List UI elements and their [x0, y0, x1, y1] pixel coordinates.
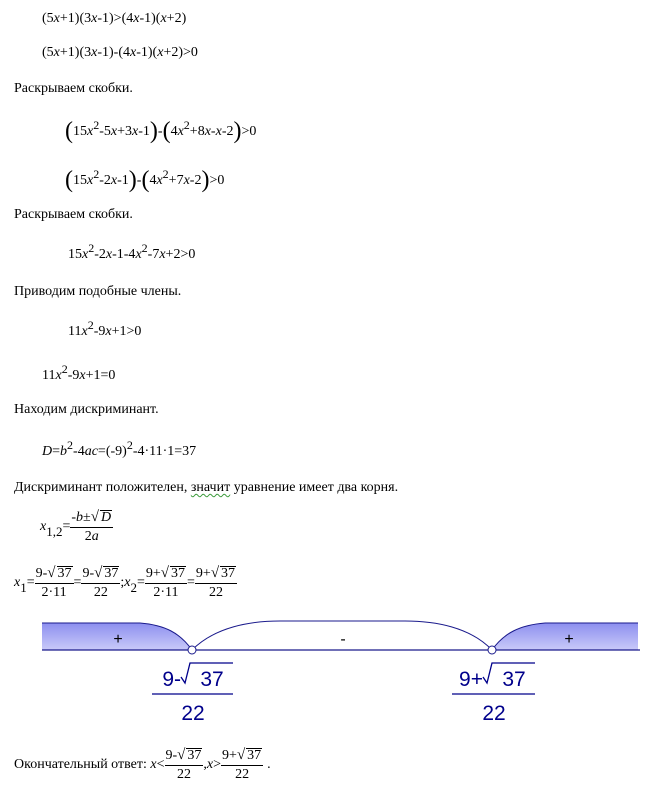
numerator: [165, 748, 204, 766]
step-open-brackets-2: Раскрываем скобки.: [14, 207, 133, 222]
var-x: x: [105, 247, 113, 262]
denominator: 2·11: [41, 585, 67, 600]
term: =: [73, 575, 82, 591]
term: -: [210, 124, 216, 139]
term: -1)(: [136, 45, 158, 60]
var-x: x: [177, 124, 184, 139]
reduced-equation: [42, 362, 116, 383]
term: =: [136, 575, 145, 591]
term: 9+: [195, 566, 211, 581]
paren-left: (: [65, 118, 73, 144]
expansion-2: [65, 168, 224, 192]
exponent: 2: [93, 167, 100, 181]
term: 9+: [222, 748, 237, 763]
term: =: [52, 444, 61, 459]
var-x: x: [87, 124, 94, 139]
denominator: [70, 528, 113, 544]
term: -9: [67, 368, 80, 383]
denominator: 22: [93, 585, 108, 600]
roots-values: [14, 566, 237, 600]
term: 11: [42, 368, 56, 383]
term: +8: [189, 124, 205, 139]
var-x: x: [40, 519, 47, 535]
numerator: [221, 748, 263, 766]
var-x: x: [110, 124, 118, 139]
step-open-brackets: Раскрываем скобки.: [14, 81, 133, 96]
var-x: x: [55, 368, 62, 383]
var-d: D: [42, 444, 53, 459]
var-x: x: [135, 247, 142, 262]
term: +2>0: [165, 247, 196, 262]
term: 4: [149, 173, 157, 188]
numerator: [35, 566, 74, 584]
term: -1-4: [112, 247, 136, 262]
sqrt-icon: √: [47, 565, 56, 581]
radicand: D: [100, 510, 112, 525]
subscript: 2: [130, 580, 137, 596]
term: -5: [99, 124, 111, 139]
term: -1)>(4: [97, 11, 134, 26]
fraction: [35, 566, 74, 600]
step-two-roots: [14, 481, 398, 495]
exponent: 2: [61, 362, 68, 376]
term: <: [156, 757, 165, 773]
inequality-original: [42, 12, 186, 26]
expansion-3: [68, 241, 196, 262]
var-x: x: [14, 575, 21, 591]
var-a: a: [91, 529, 99, 544]
term: =: [187, 575, 195, 591]
exponent: 2: [88, 241, 95, 255]
term: 9-: [35, 566, 48, 581]
var-x: x: [81, 324, 88, 339]
roots-formula: [40, 510, 113, 544]
var-x: x: [91, 11, 98, 26]
var-ac: ac: [84, 444, 98, 459]
term: -2: [189, 173, 202, 188]
term: (5: [42, 11, 54, 26]
term: +1>0: [111, 324, 142, 339]
fraction: [221, 748, 263, 782]
term: -1: [117, 173, 129, 188]
subscript: 1,2: [46, 524, 63, 540]
numerator: [195, 566, 237, 584]
term: =: [62, 519, 71, 535]
term: ±: [83, 510, 91, 525]
var-x: x: [215, 124, 222, 139]
fraction: [81, 566, 120, 600]
var-x: x: [82, 247, 89, 262]
denominator: 2·11: [153, 585, 179, 600]
numerator: [81, 566, 120, 584]
term: -1)(: [139, 11, 161, 26]
var-x: x: [87, 173, 94, 188]
sign-right: +: [564, 631, 574, 648]
term: 15: [73, 124, 87, 139]
root1-denominator: 22: [181, 702, 205, 725]
sqrt-icon: √: [236, 747, 246, 763]
term: -: [136, 173, 142, 188]
sqrt-icon: √: [94, 565, 103, 581]
radicand: 37: [221, 566, 236, 581]
subscript: 1: [20, 580, 27, 596]
root1-label: [152, 663, 233, 725]
root2-denominator: 22: [482, 702, 506, 725]
root1-point: [188, 646, 196, 654]
var-x: x: [124, 575, 131, 591]
term: -9: [93, 324, 106, 339]
sqrt-icon: √: [160, 565, 169, 581]
term: -: [71, 510, 77, 525]
numerator: [145, 566, 187, 584]
var-b: b: [60, 444, 68, 459]
term: 15: [73, 173, 87, 188]
term: +1)(3: [59, 11, 92, 26]
term: >: [213, 757, 222, 773]
var-x: x: [156, 173, 163, 188]
term: +3: [117, 124, 133, 139]
var-x: x: [110, 173, 118, 188]
fraction: [70, 510, 113, 544]
root1-radicand: 37: [200, 668, 224, 691]
var-x: x: [130, 45, 137, 60]
step-similar-terms: Приводим подобные члены.: [14, 284, 182, 299]
var-x: x: [79, 368, 86, 383]
var-x: x: [91, 45, 98, 60]
var-x: x: [159, 247, 166, 262]
denominator: 22: [176, 767, 191, 782]
var-x: x: [105, 324, 112, 339]
var-x: x: [157, 45, 164, 60]
radicand: 37: [171, 566, 185, 581]
fraction: [145, 566, 187, 600]
term: ,: [203, 757, 207, 773]
radicand: 37: [57, 566, 72, 581]
var-x: x: [183, 173, 190, 188]
term: >0: [241, 124, 257, 139]
term: -1: [138, 124, 150, 139]
root2-numerator: 9+: [459, 668, 483, 691]
paren-left: (: [65, 167, 73, 193]
term: +7: [168, 173, 184, 188]
term: -2: [94, 247, 106, 262]
term: +1)(3: [59, 45, 92, 60]
paren-left: (: [162, 118, 171, 144]
final-answer: [14, 748, 271, 782]
exponent: 2: [87, 318, 94, 332]
sign-middle: -: [340, 631, 346, 648]
term: -7: [147, 247, 160, 262]
radicand: 37: [247, 748, 262, 763]
exponent: 2: [183, 118, 190, 132]
term: 9-: [165, 748, 178, 763]
sqrt-icon: √: [210, 565, 220, 581]
term: 4: [170, 124, 178, 139]
denominator: 22: [235, 767, 250, 782]
sqrt-icon: √: [177, 747, 186, 763]
term: -4: [73, 444, 85, 459]
term: (5: [42, 45, 54, 60]
final-label: Окончательный ответ:: [14, 757, 151, 773]
text: уравнение имеет два корня.: [230, 480, 399, 495]
root2-label: [452, 663, 535, 725]
term: +1=0: [85, 368, 116, 383]
numerator: [70, 510, 113, 528]
term: 2: [84, 529, 92, 544]
exponent: 2: [141, 241, 148, 255]
text: Дискриминант положителен,: [14, 480, 191, 495]
reduced-inequality: [68, 318, 142, 339]
paren-right: ): [233, 118, 242, 144]
sqrt-icon: √: [90, 509, 99, 525]
var-x: x: [132, 124, 139, 139]
term: ;: [120, 575, 125, 591]
radicand: 37: [187, 748, 202, 763]
var-x: x: [150, 757, 157, 773]
root1-numerator: 9-: [162, 668, 181, 691]
discriminant-formula: [42, 438, 197, 459]
term: -: [157, 124, 163, 139]
term: =(-9): [97, 444, 127, 459]
term: -2: [221, 124, 234, 139]
term: -1)-(4: [97, 45, 130, 60]
paren-right: ): [201, 167, 210, 193]
term: 11: [68, 324, 82, 339]
sign-left: +: [113, 631, 123, 648]
term: -2: [99, 173, 111, 188]
exponent: 2: [67, 438, 74, 452]
fraction: [195, 566, 237, 600]
paren-right: ): [149, 118, 158, 144]
var-x: x: [53, 45, 60, 60]
term: 15: [68, 247, 82, 262]
root2-radicand: 37: [502, 668, 526, 691]
paren-right: ): [128, 167, 137, 193]
var-x: x: [204, 124, 211, 139]
root2-point: [488, 646, 496, 654]
term: 9-: [82, 566, 95, 581]
var-x: x: [53, 11, 60, 26]
var-x: x: [133, 11, 140, 26]
radicand: 37: [104, 566, 119, 581]
fraction: [165, 748, 204, 782]
text: значит: [190, 480, 231, 495]
exponent: 2: [162, 167, 169, 181]
exponent: 2: [93, 118, 100, 132]
inequality-moved: [42, 46, 198, 60]
exponent: 2: [126, 438, 133, 452]
term: .: [267, 757, 271, 773]
term: +2)>0: [163, 45, 198, 60]
var-x: x: [160, 11, 167, 26]
paren-left: (: [141, 167, 150, 193]
term: >0: [209, 173, 225, 188]
denominator: 22: [208, 585, 223, 600]
term: -4·11·1=37: [132, 444, 197, 459]
expansion-1: [65, 119, 256, 143]
step-discriminant: Находим дискриминант.: [14, 402, 159, 417]
term: 9+: [145, 566, 161, 581]
number-line: [0, 615, 651, 725]
var-b: b: [76, 510, 84, 525]
var-x: x: [206, 757, 214, 773]
term: +2): [166, 11, 187, 26]
term: =: [26, 575, 35, 591]
